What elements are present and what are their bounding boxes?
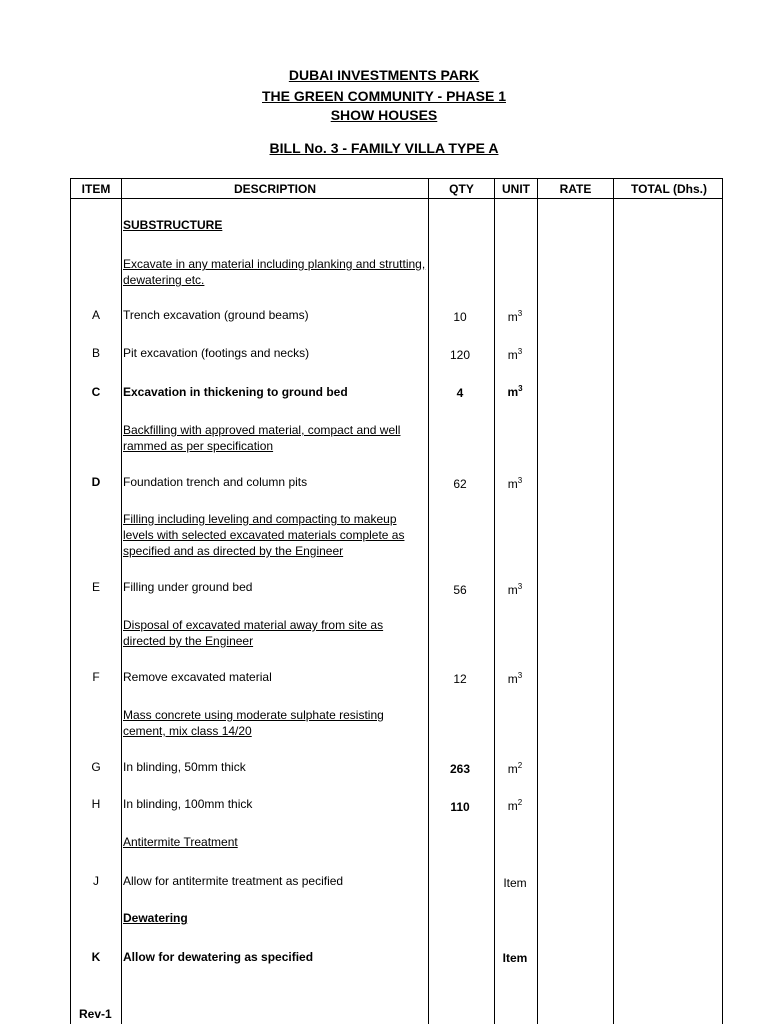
col-header-total: TOTAL (Dhs.) [631, 182, 707, 196]
row-item: K [91, 950, 101, 964]
row-item: A [91, 308, 100, 322]
col-header-item: ITEM [81, 182, 111, 196]
row-unit: Item [502, 951, 528, 965]
group-heading-excavate: Excavate in any material including planking and strutting, dewatering etc. [123, 257, 426, 287]
row-qty: 4 [456, 386, 464, 400]
revision-label: Rev-1 [79, 1007, 112, 1021]
row-item: D [91, 475, 101, 489]
section-heading: SUBSTRUCTURE [123, 218, 223, 232]
row-item: G [91, 760, 101, 774]
row-unit: $m^3$ [507, 347, 523, 362]
row-qty: 12 [453, 672, 467, 686]
row-description: Allow for dewatering as specified [123, 950, 314, 964]
row-item: B [91, 346, 100, 360]
row-unit: $m^3$ [507, 671, 523, 686]
row-unit: Item [503, 876, 527, 890]
row-unit: $m^2$ [507, 761, 523, 776]
row-unit: $m^3$ [507, 384, 523, 399]
project-title: DUBAI INVESTMENTS PARK [288, 67, 480, 83]
bill-table [70, 178, 723, 1024]
row-qty: 120 [449, 348, 471, 362]
row-item: C [91, 385, 101, 399]
row-description: Filling under ground bed [123, 580, 253, 594]
row-description: Trench excavation (ground beams) [123, 308, 309, 322]
col-divider [613, 179, 614, 1024]
row-item: J [93, 874, 99, 888]
col-header-description: DESCRIPTION [233, 182, 316, 196]
col-header-unit: UNIT [502, 182, 530, 196]
row-qty: 10 [453, 310, 467, 324]
header-divider [71, 198, 722, 199]
group-heading-antitermite: Antitermite Treatment [123, 835, 238, 849]
col-divider [494, 179, 495, 1024]
group-heading-dewatering: Dewatering [123, 911, 188, 925]
row-unit: $m^3$ [507, 309, 523, 324]
row-description: Foundation trench and column pits [123, 475, 308, 489]
row-qty: 56 [453, 583, 467, 597]
row-description: Excavation in thickening to ground bed [123, 385, 348, 399]
project-subtitle: THE GREEN COMMUNITY - PHASE 1 [262, 88, 506, 104]
group-heading-disposal: Disposal of excavated material away from site as directed by the Engineer [123, 618, 384, 648]
row-item: H [91, 797, 101, 811]
row-qty: 263 [449, 762, 471, 776]
row-qty: 62 [453, 477, 467, 491]
col-divider [428, 179, 429, 1024]
row-description: In blinding, 100mm thick [123, 797, 253, 811]
row-unit: $m^3$ [507, 476, 523, 491]
col-header-qty: QTY [449, 182, 474, 196]
row-item: F [92, 670, 100, 684]
project-scope: SHOW HOUSES [330, 107, 438, 123]
row-qty: 110 [450, 800, 470, 814]
row-description: Pit excavation (footings and necks) [123, 346, 310, 360]
group-heading-backfill: Backfilling with approved material, compact and well rammed as per specification [123, 423, 401, 453]
row-description: Remove excavated material [123, 670, 272, 684]
group-heading-mass-concrete: Mass concrete using moderate sulphate resisting cement, mix class 14/20 [123, 708, 384, 738]
bill-title: BILL No. 3 - FAMILY VILLA TYPE A [269, 140, 499, 156]
row-item: E [91, 580, 100, 594]
row-description: Allow for antitermite treatment as pecified [123, 874, 344, 888]
row-unit: $m^2$ [507, 798, 523, 813]
col-header-rate: RATE [559, 182, 592, 196]
row-unit: $m^3$ [507, 582, 523, 597]
col-divider [121, 179, 122, 1024]
col-divider [537, 179, 538, 1024]
row-description: In blinding, 50mm thick [123, 760, 246, 774]
group-heading-filling: Filling including leveling and compacting to makeup levels with selected excavated materials complete as specified and as directed by the Engineer [123, 512, 405, 558]
